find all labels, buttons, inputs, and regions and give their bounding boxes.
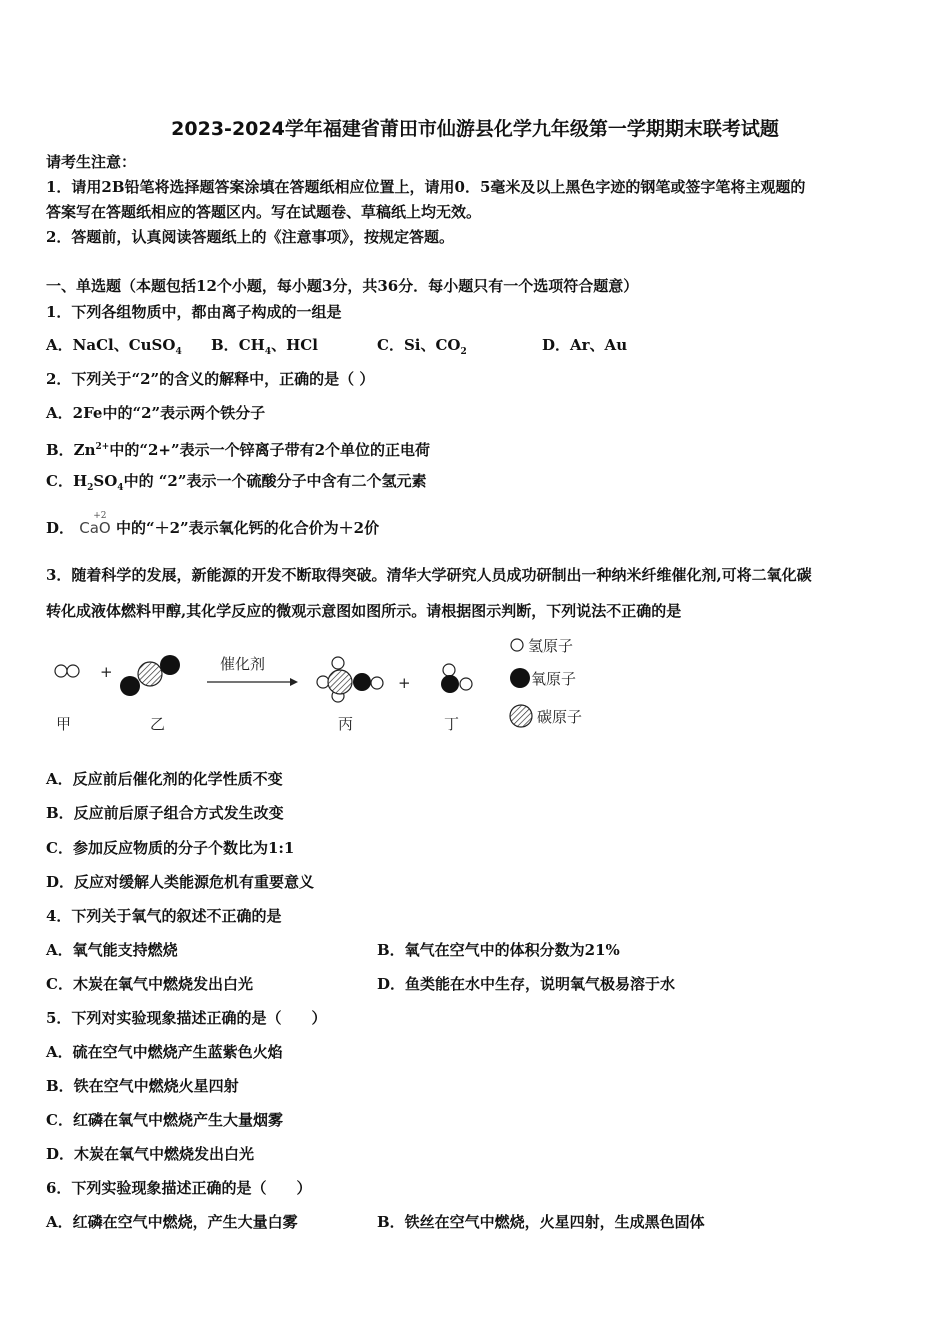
q1-option-d: D．Ar、Au	[542, 336, 628, 354]
q2-option-c: C．$H_2SO_4$中的 “2”表示一个硫酸分子中含有二个氢元素	[46, 472, 427, 493]
q5-option-d: D．木炭在氧气中燃烧发出白光	[46, 1145, 255, 1163]
notice-heading: 请考生注意：	[46, 153, 137, 171]
q4-stem: 4．下列关于氧气的叙述不正确的是	[46, 907, 282, 925]
plus-sign-1: +	[100, 663, 113, 681]
label-ding: 丁	[444, 715, 460, 733]
q1-stem: 1．下列各组物质中，都由离子构成的一组是	[46, 303, 342, 321]
notice-line-1b: 答案写在答题纸相应的答题区内。写在试题卷、草稿纸上均无效。	[46, 203, 482, 221]
notice-line-1a: 1．请用2B铅笔将选择题答案涂填在答题纸相应位置上，请用0．5毫米及以上黑色字迹的钢笔或签字笔将主观题的	[46, 178, 806, 196]
legend-oxygen: 氧原子	[531, 670, 577, 688]
legend-oxygen-symbol	[510, 668, 530, 688]
q3-option-c: C．参加反应物质的分子个数比为1:1	[46, 839, 295, 857]
q6-option-a: A．红磷在空气中燃烧，产生大量白雾	[46, 1213, 298, 1231]
q1-option-c: C．Si、$CO_2$	[377, 336, 467, 357]
q2-stem: 2．下列关于“2”的含义的解释中，正确的是（ ）	[46, 370, 375, 388]
label-yi: 乙	[150, 715, 166, 733]
reaction-diagram	[40, 632, 620, 752]
molecule-bing-ch3oh	[317, 657, 383, 702]
q1-option-b: B．$CH_4$、HCl	[211, 336, 318, 357]
q2-option-d: D． +2 CaO 中的“＋2”表示氧化钙的化合价为＋2价	[46, 511, 380, 537]
plus-sign-2: +	[398, 674, 411, 692]
q3-option-d: D．反应对缓解人类能源危机有重要意义	[46, 873, 315, 891]
molecule-jia-h2	[55, 665, 79, 677]
section-heading: 一、单选题（本题包括12个小题，每小题3分，共36分．每小题只有一个选项符合题意）	[46, 277, 639, 295]
q2-option-a: A．2Fe中的“2”表示两个铁分子	[46, 404, 266, 422]
diagram-legend	[510, 637, 582, 727]
molecule-ding-h2o	[441, 664, 472, 693]
q3-option-b: B．反应前后原子组合方式发生改变	[46, 804, 284, 822]
molecule-yi-co2	[120, 655, 180, 696]
legend-carbon-symbol	[510, 705, 532, 727]
q5-option-c: C．红磷在氧气中燃烧产生大量烟雾	[46, 1111, 283, 1129]
q5-stem: 5．下列对实验现象描述正确的是（ ）	[46, 1009, 327, 1027]
q4-option-d: D．鱼类能在水中生存，说明氧气极易溶于水	[377, 975, 676, 993]
q1-option-a: A．NaCl、CuSO$_4$	[46, 336, 182, 357]
q3-option-a: A．反应前后催化剂的化学性质不变	[46, 770, 283, 788]
q6-option-b: B．铁丝在空气中燃烧，火星四射，生成黑色固体	[377, 1213, 705, 1231]
valence-formula: +2 CaO	[79, 511, 111, 537]
label-bing: 丙	[338, 715, 354, 733]
q4-option-b: B．氧气在空气中的体积分数为21%	[377, 941, 620, 959]
q2-option-b: B．$Zn^{2+}$中的“2+”表示一个锌离子带有2个单位的正电荷	[46, 441, 431, 459]
legend-hydrogen-symbol	[511, 639, 523, 651]
legend-carbon: 碳原子	[537, 708, 583, 726]
q4-option-a: A．氧气能支持燃烧	[46, 941, 178, 959]
q6-stem: 6．下列实验现象描述正确的是（ ）	[46, 1179, 312, 1197]
legend-hydrogen: 氢原子	[528, 637, 574, 655]
q4-option-c: C．木炭在氧气中燃烧发出白光	[46, 975, 253, 993]
q5-option-b: B．铁在空气中燃烧火星四射	[46, 1077, 239, 1095]
q5-option-a: A．硫在空气中燃烧产生蓝紫色火焰	[46, 1043, 283, 1061]
q3-stem-line-1: 3．随着科学的发展，新能源的开发不断取得突破。清华大学研究人员成功研制出一种纳米纤维催化剂,可将二氧化碳	[46, 566, 812, 584]
notice-line-2: 2．答题前，认真阅读答题纸上的《注意事项》，按规定答题。	[46, 228, 454, 246]
page-title: 2023-2024学年福建省莆田市仙游县化学九年级第一学期期末联考试题	[171, 118, 779, 140]
catalyst-label: 催化剂	[220, 655, 266, 673]
label-jia: 甲	[56, 715, 72, 733]
q3-stem-line-2: 转化成液体燃料甲醇,其化学反应的微观示意图如图所示。请根据图示判断，下列说法不正确的是	[46, 602, 682, 620]
reaction-arrow-head	[290, 678, 298, 686]
